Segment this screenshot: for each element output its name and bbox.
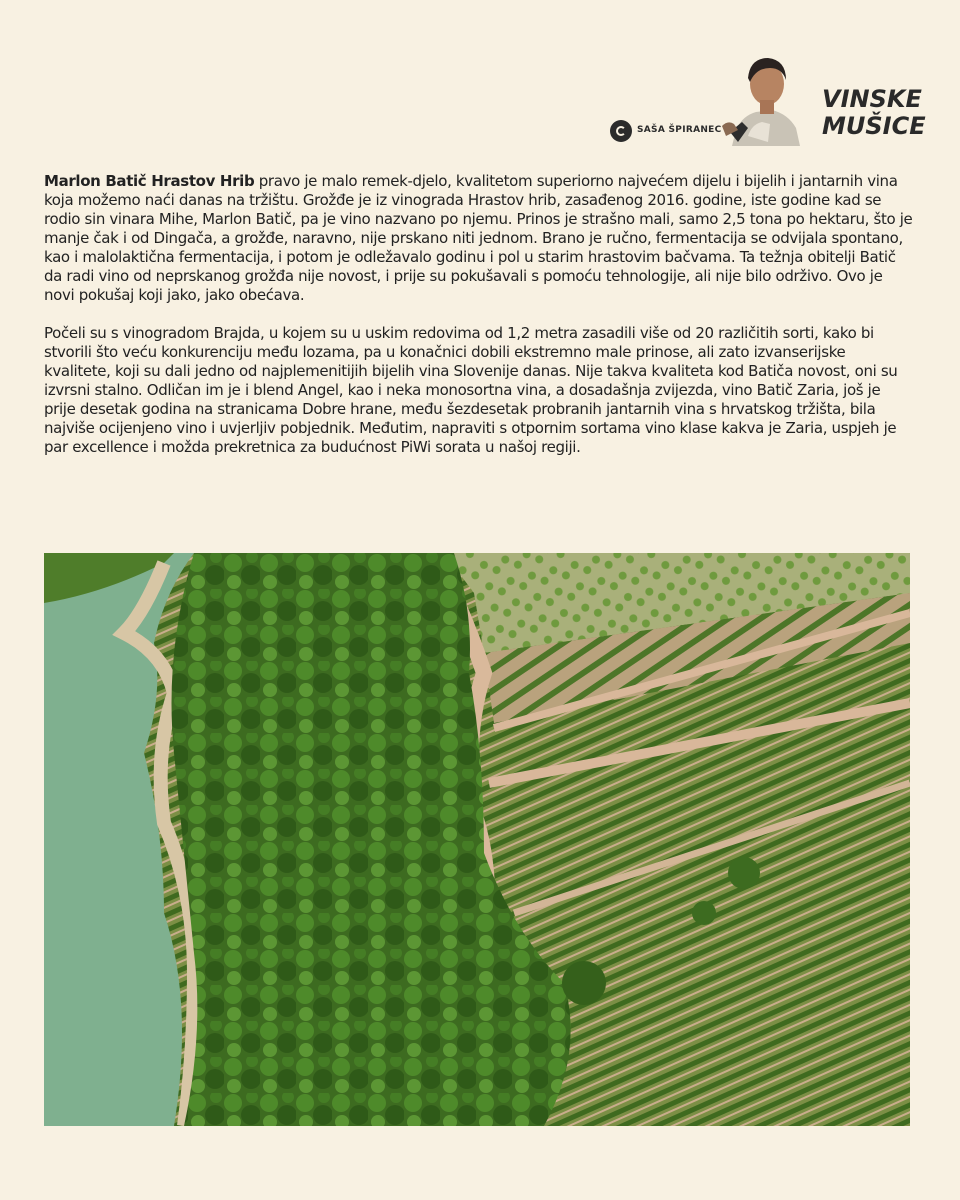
brand-logo [822,86,926,140]
author-portrait [712,50,812,146]
paragraph-2: Počeli su s vinogradom Brajda, u kojem su u uskim redovima od 1,2 metra zasadili više od 20 različitih sorti, kako bi stvorili što veću konkurenciju među lozama, pa u konačnici dobili ekstremno male prinose, ali zato izvanserijske kvalitete, koji su dali jedno od najplemenitijih bijelih vina Slovenije danas. Nije takva kvaliteta kod Batiča novost, oni su izvrsni stalno. Odličan im je i blend Angel, kao i neka monosortna vina, a dosadašnja zvijezda, vino Batič Zaria, još je prije desetak godina na stranicama Dobre hrane, među šezdesetak probranih jantarnih vina s hrvatskog tržišta, bila najviše ocijenjeno vino i uvjerljiv pobjednik. Međutim, napraviti s otpornim sortama vino klase kakva je Zaria, uspjeh je par excellence i možda prekretnica za budućnost PiWi sorata u našoj regiji. [44,324,898,456]
paragraph-1-text: pravo je malo remek-djelo, kvalitetom superiorno najvećem dijelu i bijelih i jantarnih vina koja možemo naći danas na tržištu. Grožđe je iz vinograda Hrastov hrib, zasađenog 2016. godine, iste godine kad se rodio sin vinara Mihe, Marlon Batič, pa je vino nazvano po njemu. Prinos je strašno mali, samo 2,5 tona po hektaru, što je manje čak i od Dingača, a grožđe, naravno, nije prskano niti jednom. Brano je ručno, fermentacija se odvijala spontano, kao i malolaktična fermentacija, i potom je odležavalo godinu i pol u starim hrastovim bačvama. Ta težnja obitelji Batič da radi vino od neprskanog grožđa nije novost, i prije su pokušavali s pomoću tehnologije, ali nije bilo održivo. Ovo je novi pokušaj koji jako, jako obećava. [44,172,913,304]
vineyard-aerial-illustration [44,553,910,1126]
vineyard-aerial-photo [44,553,910,1126]
article-body [44,172,916,476]
brand-line-2: MUŠICE [822,112,926,140]
wine-name: Marlon Batič Hrastov Hrib [44,172,255,190]
paragraph-1 [44,172,916,305]
author-name: SAŠA ŠPIRANEC [637,125,722,135]
header [600,48,926,148]
brand-line-1: VINSKE [822,85,922,113]
author-logo-icon [610,120,632,142]
